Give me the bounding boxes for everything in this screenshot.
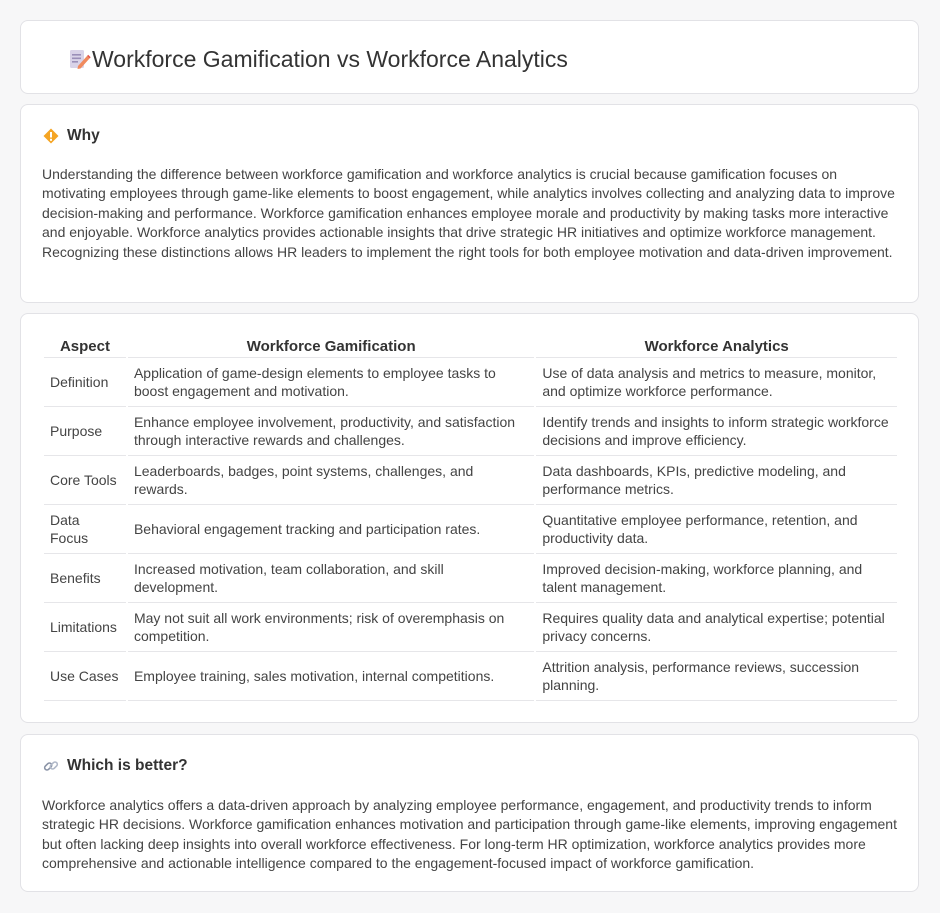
document-pencil-icon — [67, 48, 91, 70]
better-title: Which is better? — [67, 757, 188, 774]
table-row — [44, 652, 897, 701]
table-row — [44, 554, 897, 603]
table-header-row — [44, 336, 897, 358]
row-gamification: Behavioral engagement tracking and participation rates. — [128, 505, 534, 554]
why-heading — [43, 127, 100, 145]
row-aspect: Purpose — [44, 407, 126, 456]
table-row — [44, 456, 897, 505]
row-analytics: Identify trends and insights to inform strategic workforce decisions and improve efficiency. — [536, 407, 897, 456]
comparison-table — [42, 336, 899, 701]
header-gamification: Workforce Gamification — [128, 336, 534, 358]
row-gamification: Application of game-design elements to employee tasks to boost engagement and motivation. — [128, 358, 534, 407]
which-is-better-section — [20, 734, 919, 892]
row-analytics: Improved decision-making, workforce planning, and talent management. — [536, 554, 897, 603]
table-row — [44, 407, 897, 456]
why-section — [20, 104, 919, 303]
why-title: Why — [67, 127, 100, 144]
table-row — [44, 358, 897, 407]
header-aspect: Aspect — [44, 336, 126, 358]
row-analytics: Requires quality data and analytical expertise; potential privacy concerns. — [536, 603, 897, 652]
why-text: Understanding the difference between workforce gamification and workforce analytics is crucial because gamification focuses on motivating employees through game-like elements to boost engagement, while analytics involves collecting and analyzing data to improve decision-making and performance. Workforce gamification enhances employee morale and productivity by making tasks more interactive and enjoyable. Workforce analytics provides actionable insights that drive strategic HR initiatives and optimize workforce management. Recognizing these distinctions allows HR leaders to implement the right tools for both employee motivation and data-driven improvement. — [42, 166, 895, 260]
row-gamification: Leaderboards, badges, point systems, challenges, and rewards. — [128, 456, 534, 505]
better-text: Workforce analytics offers a data-driven approach by analyzing employee performance, engagement, and productivity trends to inform strategic HR decisions. Workforce gamification enhances motivation and participation through game-like elements, improving engagement but often lacking deep insights into overall workforce effectiveness. For long-term HR optimization, workforce analytics provides more comprehensive and actionable intelligence compared to the engagement-focused impact of workforce gamification. — [42, 797, 897, 872]
row-gamification: Increased motivation, team collaboration, and skill development. — [128, 554, 534, 603]
row-analytics: Data dashboards, KPIs, predictive modeling, and performance metrics. — [536, 456, 897, 505]
table-row — [44, 505, 897, 554]
row-aspect: Use Cases — [44, 652, 126, 701]
link-icon — [43, 758, 59, 774]
row-aspect: Core Tools — [44, 456, 126, 505]
table-row — [44, 603, 897, 652]
header-card — [20, 20, 919, 94]
page-title: Workforce Gamification vs Workforce Analytics — [92, 46, 568, 72]
row-gamification: Enhance employee involvement, productivity, and satisfaction through interactive rewards and challenges. — [128, 407, 534, 456]
row-analytics: Quantitative employee performance, retention, and productivity data. — [536, 505, 897, 554]
row-analytics: Attrition analysis, performance reviews, succession planning. — [536, 652, 897, 701]
row-aspect: Definition — [44, 358, 126, 407]
row-aspect: Benefits — [44, 554, 126, 603]
header-analytics: Workforce Analytics — [536, 336, 897, 358]
row-gamification: May not suit all work environments; risk of overemphasis on competition. — [128, 603, 534, 652]
better-heading — [43, 757, 188, 775]
row-gamification: Employee training, sales motivation, internal competitions. — [128, 652, 534, 701]
row-aspect: Data Focus — [44, 505, 126, 554]
comparison-table-section — [20, 313, 919, 723]
row-analytics: Use of data analysis and metrics to measure, monitor, and optimize workforce performance. — [536, 358, 897, 407]
diamond-warning-icon — [43, 128, 59, 144]
row-aspect: Limitations — [44, 603, 126, 652]
